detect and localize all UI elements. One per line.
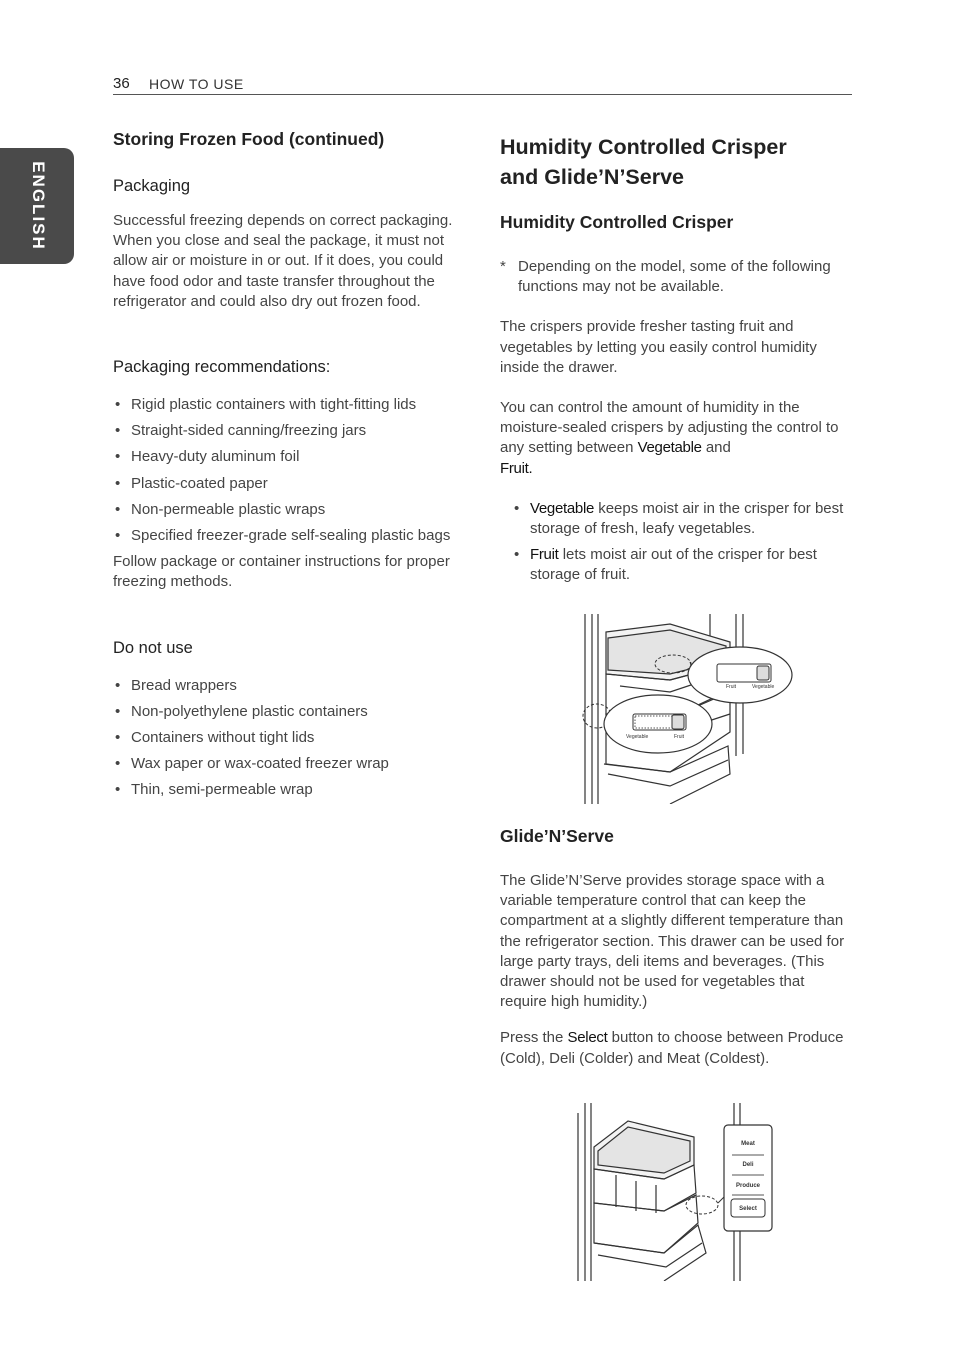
callout-top-left-label: Fruit: [726, 684, 736, 690]
callout-bottom-right-label: Fruit: [674, 734, 684, 740]
left-column: [113, 128, 463, 807]
list-item: • Plastic-coated paper: [113, 474, 463, 494]
fruit-term: Fruit.: [500, 459, 533, 477]
language-tab-label: ENGLISH: [29, 161, 48, 251]
crisper-heading: Humidity Controlled Crisper: [500, 212, 734, 232]
main-title: [500, 132, 852, 192]
list-item: • Non-polyethylene plastic containers: [113, 702, 463, 722]
packaging-text: Successful freezing depends on correct packaging. When you close and seal the package, it must not allow air or moisture in or out. If it does, you could have food odor and taste transfer throughout the refrigerator and could also dry out frozen food.: [113, 212, 453, 310]
callout-top-right-label: Vegetable: [752, 684, 775, 690]
list-item: • Heavy-duty aluminum foil: [113, 447, 463, 467]
list-item: • Fruit lets moist air out of the crisper for best storage of fruit.: [512, 545, 852, 585]
list-item: • Wax paper or wax-coated freezer wrap: [113, 754, 463, 774]
press-select-text: Press the Select button to choose between Produce (Cold), Deli (Colder) and Meat (Coldest).: [500, 1029, 844, 1067]
list-item: • Rigid plastic containers with tight-fitting lids: [113, 395, 463, 415]
glide-text: The Glide’N’Serve provides storage space with a variable temperature control that can keep the compartment at a slightly different temperature than the refrigerator section. This drawer can be used for large party trays, deli items and beverages. (This drawer should not be used for vegetables that require high humidity.): [500, 872, 845, 1011]
main-title-line2: and Glide’N’Serve: [500, 165, 685, 189]
packaging-heading: Packaging: [113, 177, 191, 195]
list-item: • Containers without tight lids: [113, 728, 463, 748]
vegetable-term: Vegetable: [637, 439, 702, 457]
list-item: • Thin, semi-permeable wrap: [113, 780, 463, 800]
page-header: [113, 74, 852, 95]
model-note: [500, 257, 852, 297]
glide-heading: Glide’N’Serve: [500, 826, 614, 846]
storing-frozen-food-title: Storing Frozen Food (continued): [113, 129, 385, 149]
recommendations-heading: Packaging recommendations:: [113, 358, 331, 377]
list-item: • Specified freezer-grade self-sealing plastic bags: [113, 526, 463, 546]
page-number: 36: [113, 75, 130, 92]
deli-label: Deli: [742, 1162, 754, 1168]
select-button-label: Select: [739, 1206, 757, 1212]
note-text: Depending on the model, some of the following functions may not be available.: [518, 258, 831, 296]
language-tab: [0, 148, 74, 264]
main-title-line1: Humidity Controlled Crisper: [500, 135, 787, 159]
recommendations-list: [113, 395, 463, 546]
list-item: • Straight-sided canning/freezing jars: [113, 421, 463, 441]
select-term: Select: [567, 1029, 608, 1047]
section-label: HOW TO USE: [149, 76, 244, 92]
follow-instructions-text: Follow package or container instructions for proper freezing methods.: [113, 553, 450, 591]
list-item: • Non-permeable plastic wraps: [113, 500, 463, 520]
crisper-illustration: [580, 614, 802, 804]
crisper-text: The crispers provide fresher tasting fruit and vegetables by letting you easily control humidity inside the drawer.: [500, 318, 817, 376]
meat-label: Meat: [741, 1141, 755, 1147]
do-not-use-list: [113, 676, 463, 801]
list-item: • Bread wrappers: [113, 676, 463, 696]
note-star: *: [500, 258, 506, 275]
glide-n-serve-illustration: [576, 1103, 776, 1281]
glide-n-serve-section: [500, 825, 852, 1069]
produce-label: Produce: [735, 1183, 761, 1189]
callout-bottom-left-label: Vegetable: [626, 734, 649, 740]
control-text: You can control the amount of humidity in the moisture-sealed crispers by adjusting the control to any setting between Vegetable and Fruit.: [500, 399, 839, 477]
right-column: [500, 132, 852, 592]
humidity-settings-list: [512, 499, 852, 586]
do-not-use-heading: Do not use: [113, 638, 193, 657]
list-item: • Vegetable keeps moist air in the crisper for best storage of fresh, leafy vegetables.: [512, 499, 852, 539]
